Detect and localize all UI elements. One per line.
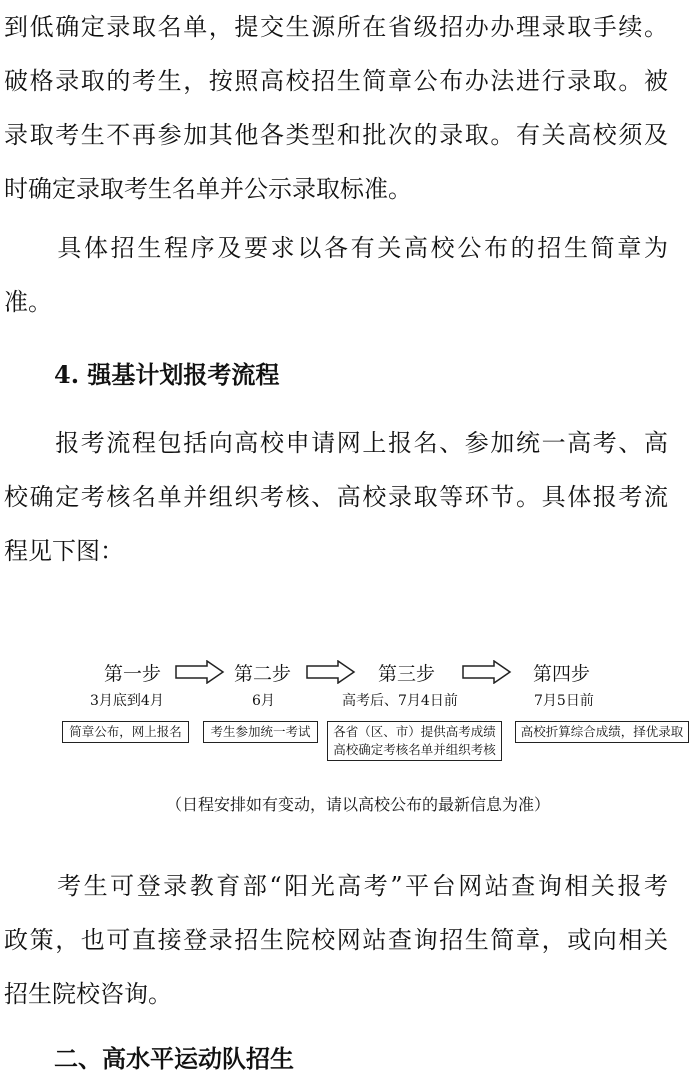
application-flowchart xyxy=(0,645,691,825)
step-title: 第四步 xyxy=(533,663,591,685)
step-title: 第二步 xyxy=(234,663,292,685)
text-line: 录取考生不再参加其他各类型和批次的录取。有关高校须及 xyxy=(4,121,668,149)
step-box xyxy=(62,721,189,743)
step-box xyxy=(327,721,502,761)
paragraph-application-process xyxy=(4,416,668,578)
step-box-text: 高校确定考核名单并组织考核 xyxy=(333,742,496,757)
step-box-text: 高校折算综合成绩，择优录取 xyxy=(520,724,684,739)
step-box-text: 简章公布，网上报名 xyxy=(69,724,182,739)
schedule-note: （日程安排如有变动，请以高校公布的最新信息为准） xyxy=(166,795,551,814)
arrow-right-icon xyxy=(306,660,356,684)
text-line: 校确定考核名单并组织考核、高校录取等环节。具体报考流 xyxy=(4,483,668,511)
step-date: 高考后、7月4日前 xyxy=(342,693,458,709)
step-date: 3月底到4月 xyxy=(90,693,164,709)
step-date: 6月 xyxy=(252,693,275,709)
text-line: 到低确定录取名单，提交生源所在省级招办办理录取手续。 xyxy=(4,13,668,41)
text-line: 程见下图： xyxy=(4,537,124,565)
text-line: 准。 xyxy=(4,288,52,316)
section-heading: 4. 强基计划报考流程 xyxy=(54,360,280,389)
step-title: 第一步 xyxy=(104,663,162,685)
step-box-text: 考生参加统一考试 xyxy=(210,724,311,739)
paragraph-requirements xyxy=(4,221,668,329)
text-line: 时确定录取考生名单并公示录取标准。 xyxy=(4,175,412,203)
step-date: 7月5日前 xyxy=(534,693,594,709)
step-box-text: 各省（区、市）提供高考成绩 xyxy=(333,724,496,739)
paragraph-admission-procedure xyxy=(4,0,668,216)
text-line: 具体招生程序及要求以各有关高校公布的招生简章为 xyxy=(4,234,668,262)
text-line: 破格录取的考生，按照高校招生简章公布办法进行录取。被 xyxy=(4,67,668,95)
step-title: 第三步 xyxy=(378,663,436,685)
paragraph-inquiry xyxy=(4,859,668,1021)
arrow-right-icon xyxy=(175,660,225,684)
step-box xyxy=(515,721,689,743)
section-heading: 二、高水平运动队招生 xyxy=(54,1044,294,1073)
text-line: 政策，也可直接登录招生院校网站查询招生简章，或向相关 xyxy=(4,926,668,954)
text-line: 考生可登录教育部“阳光高考”平台网站查询相关报考 xyxy=(4,872,668,900)
text-line: 报考流程包括向高校申请网上报名、参加统一高考、高 xyxy=(4,429,668,457)
text-line: 招生院校咨询。 xyxy=(4,980,172,1008)
step-box xyxy=(203,721,318,743)
arrow-right-icon xyxy=(462,660,512,684)
